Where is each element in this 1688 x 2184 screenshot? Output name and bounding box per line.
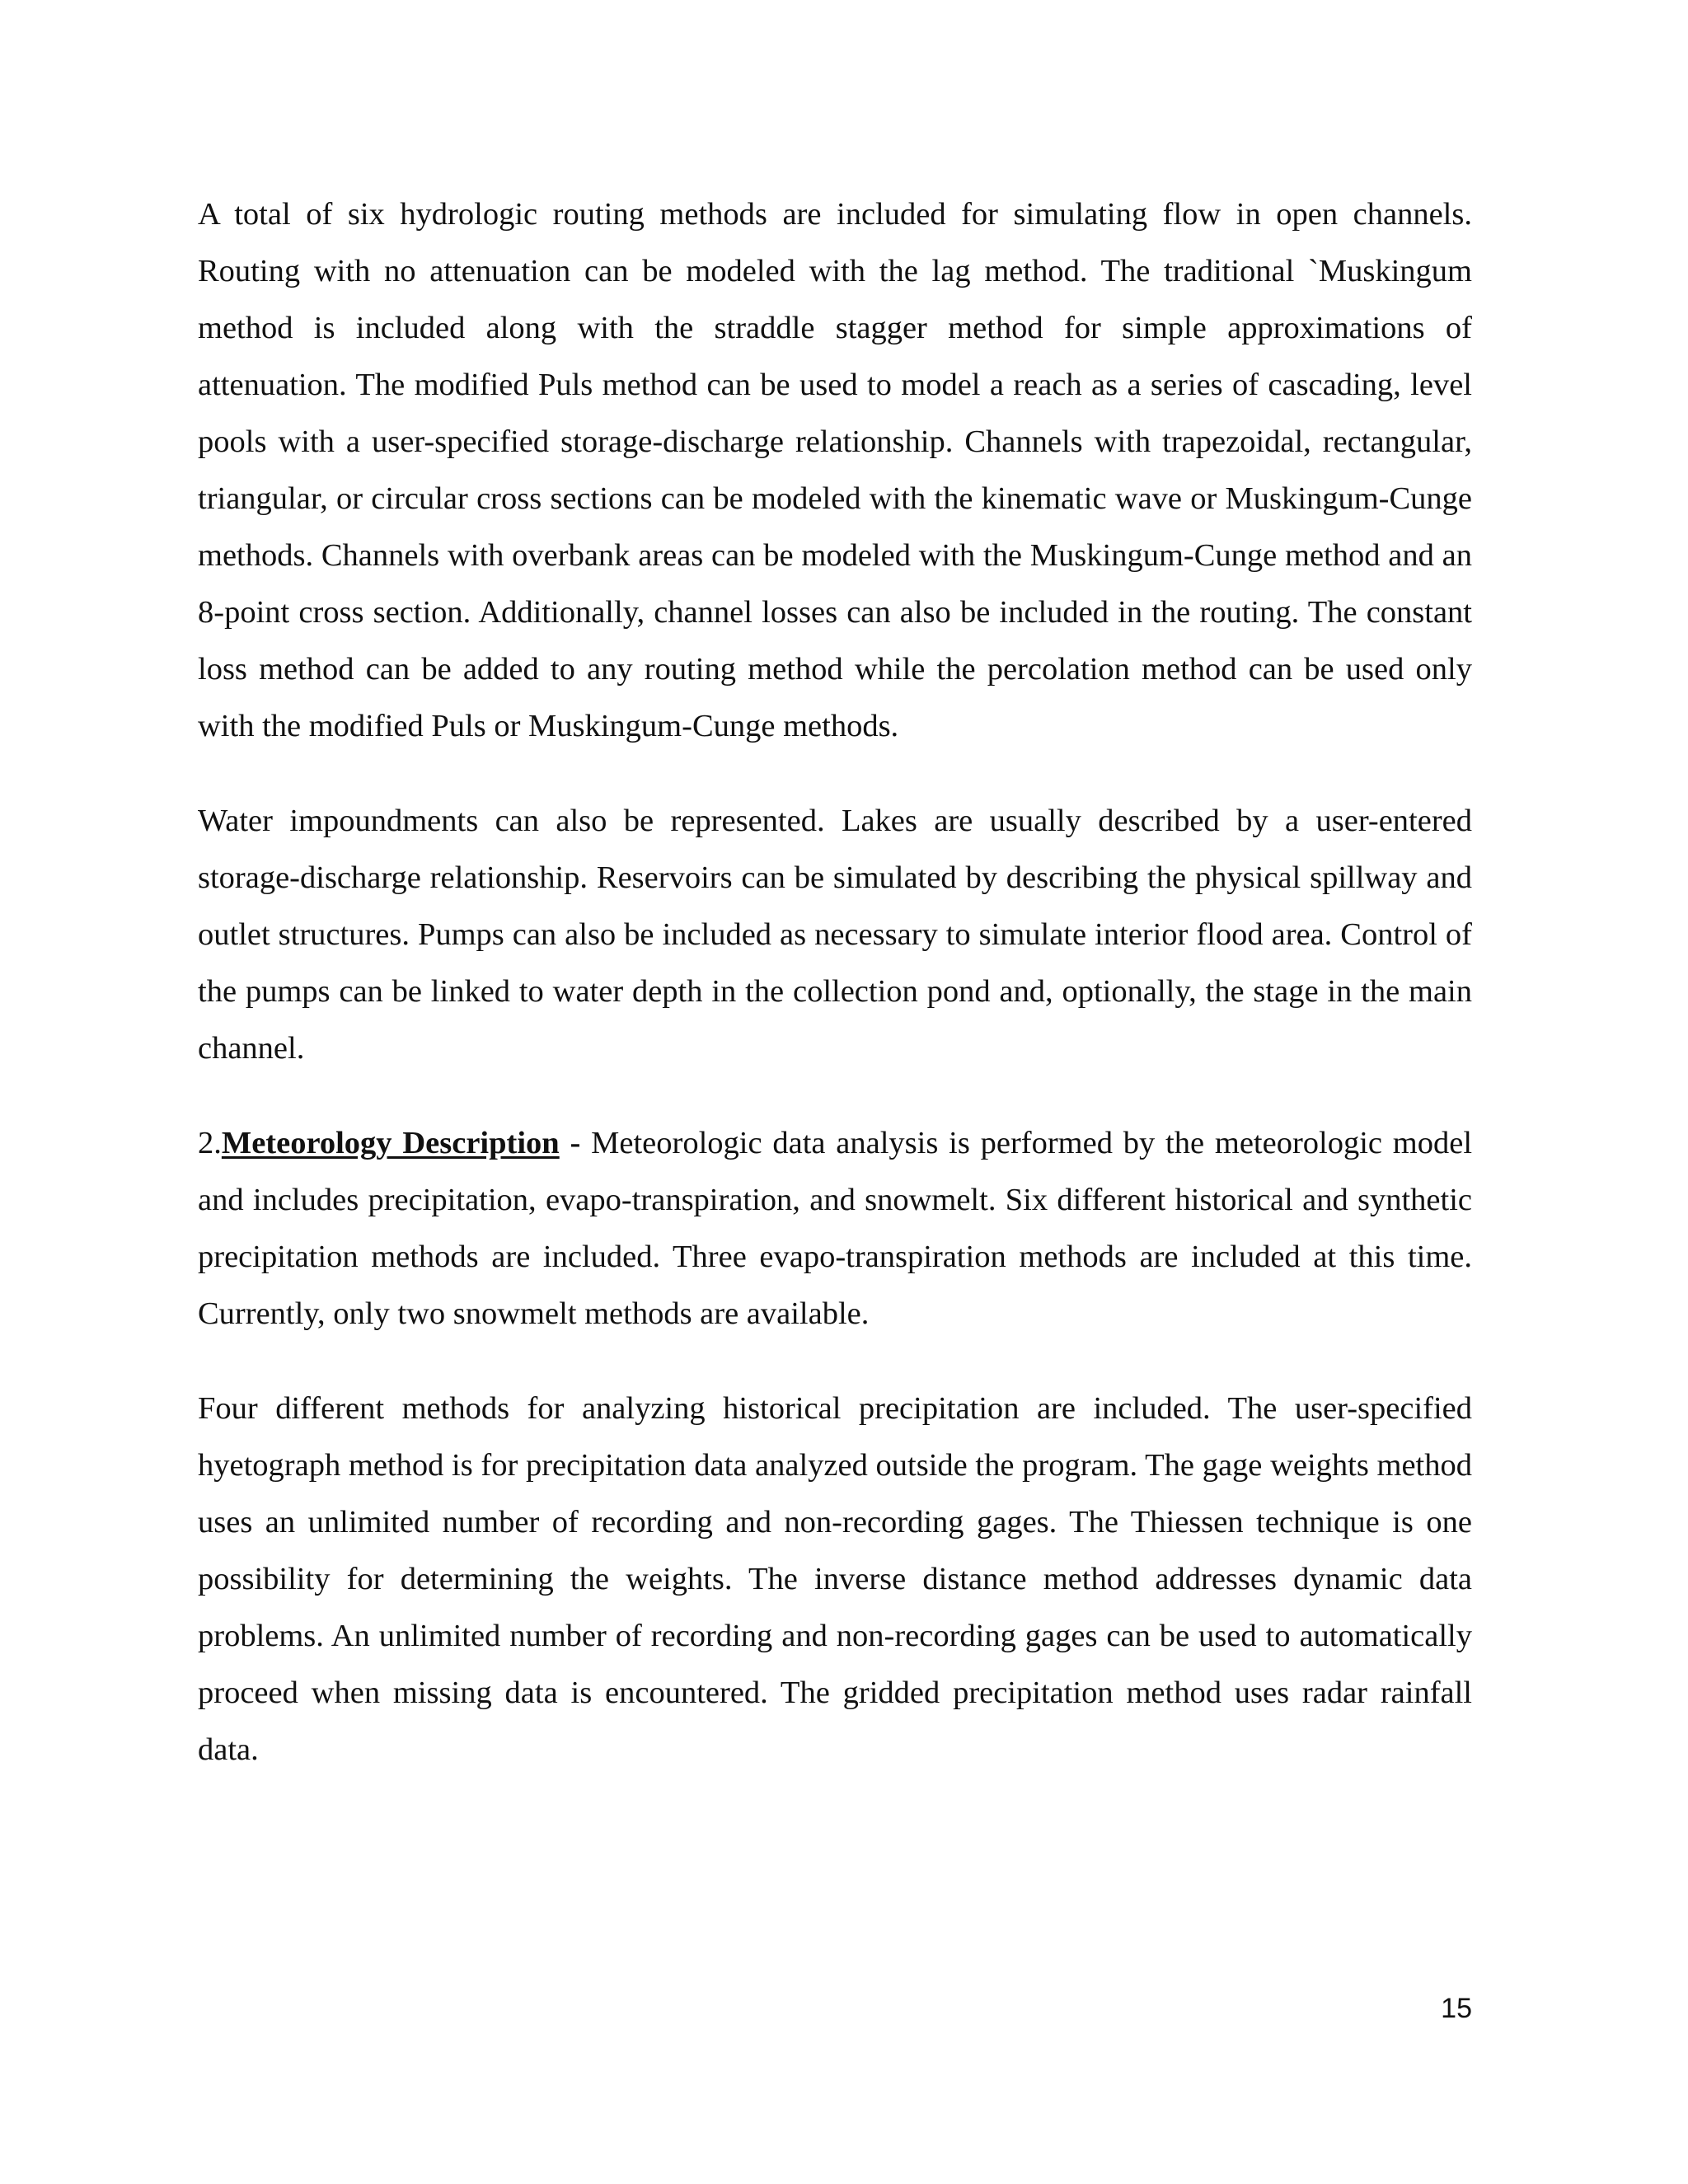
heading-dash: - — [570, 1126, 581, 1160]
section-heading: Meteorology Description — [221, 1126, 560, 1160]
body-text — [198, 186, 1472, 1816]
section-number: 2. — [198, 1126, 222, 1160]
paragraph-water-impoundments: Water impoundments can also be represented. Lakes are usually described by a user-entered storage-discharge relationship. Reservoirs can be simulated by describing the physical spillway and outlet structures. Pumps can also be included as necessary to simulate interior flood area. Control of the pumps can be linked to water depth in the collection pond and, optionally, the stage in the main channel. — [198, 804, 1472, 1066]
paragraph-routing-methods: A total of six hydrologic routing methods are included for simulating flow in open channels. Routing with no attenuation can be modeled with the lag method. The traditional `Muskingum method is included along with the straddle stagger method for simple approximations of attenuation. The modified Puls method can be used to model a reach as a series of cascading, level pools with a user-specified storage-discharge relationship. Channels with trapezoidal, rectangular, triangular, or circular cross sections can be modeled with the kinematic wave or Muskingum-Cunge methods. Channels with overbank areas can be modeled with the Muskingum-Cunge method and an 8-point cross section. Additionally, channel losses can also be included in the routing. The constant loss method can be added to any routing method while the percolation method can be used only with the modified Puls or Muskingum-Cunge methods. — [198, 197, 1472, 743]
meteorology-body: Meteorologic data analysis is performed by the meteorologic model and includes precipitation, evapo-transpiration, and snowmelt. Six different historical and synthetic precipitation methods are included. Three evapo-transpiration methods are included at this time. Currently, only two snowmelt methods are available. — [198, 1126, 1473, 1331]
paragraph-meteorology — [198, 1115, 1472, 1343]
paragraph-historical-precipitation: Four different methods for analyzing historical precipitation are included. The user-specified hyetograph method is for precipitation data analyzed outside the program. The gage weights method uses an unlimited number of recording and non-recording gages. The Thiessen technique is one possibility for determining the weights. The inverse distance method addresses dynamic data problems. An unlimited number of recording and non-recording gages can be used to automatically proceed when missing data is encountered. The gridded precipitation method uses radar rainfall data. — [198, 1391, 1472, 1767]
page-number: 15 — [1441, 1993, 1472, 2024]
